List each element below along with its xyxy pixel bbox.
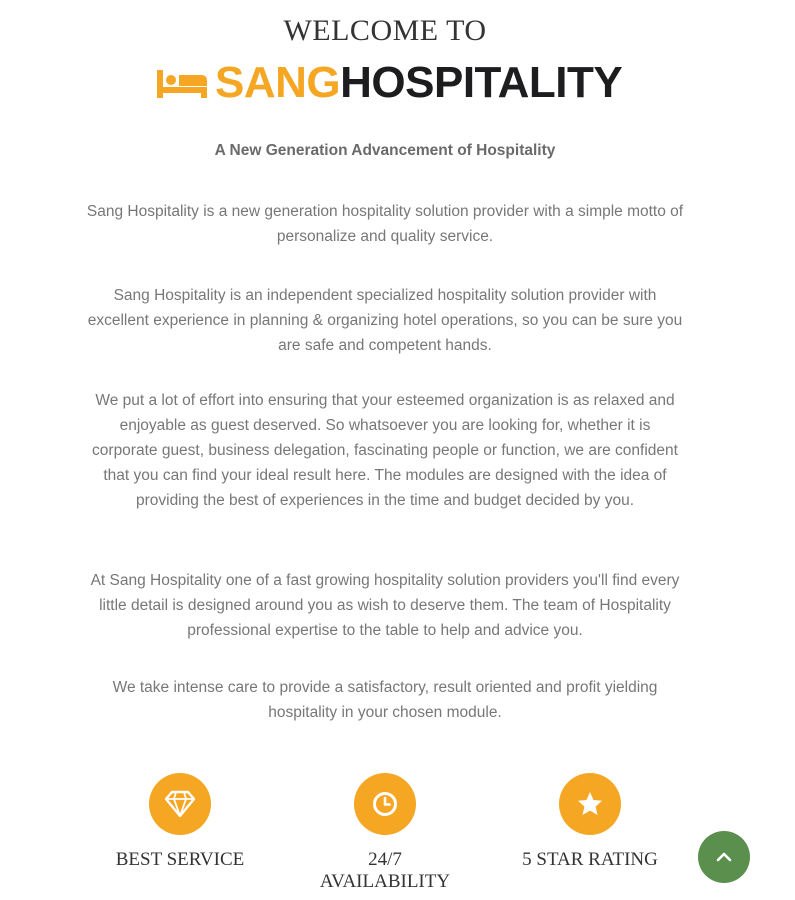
effort-paragraph: We put a lot of effort into ensuring that your esteemed organization is as relaxed and enjoyable as guest deserved. So whatsoever you are looking for, whether it is corporate guest, business delegation, fascinating people or function, we are confident that you can find your ideal result here. The modules are designed with the idea of providing the best of experiences in the time and budget decided by you. (92, 392, 678, 509)
logo-sang-text: SANG (215, 58, 341, 107)
intro-paragraph: Sang Hospitality is a new generation hospitality solution provider with a simple motto of personalize and quality service. (86, 203, 684, 245)
diamond-icon (164, 790, 196, 818)
feature-label: 5 STAR RATING (522, 849, 658, 870)
feature-icon-circle (149, 773, 211, 835)
logo-hospitality-text: HOSPITALITY (340, 58, 623, 107)
feature-label: 24/7 AVAILABILITY (319, 849, 451, 892)
feature-icon-circle (559, 773, 621, 835)
star-icon (576, 790, 604, 818)
clock-icon (372, 791, 398, 817)
scroll-to-top-button[interactable] (698, 831, 750, 883)
feature-best-service (80, 773, 280, 871)
tagline: A New Generation Advancement of Hospitality (214, 142, 556, 159)
chevron-up-icon (716, 852, 732, 862)
bed-icon (155, 66, 209, 100)
feature-label: BEST SERVICE (115, 849, 245, 870)
experience-paragraph: Sang Hospitality is an independent specialized hospitality solution provider with excellent experience in planning & organizing hotel operations, so you can be sure you are safe and competent hands. (87, 287, 683, 354)
welcome-heading: WELCOME TO (283, 14, 487, 47)
feature-icon-circle (354, 773, 416, 835)
feature-availability (285, 773, 485, 893)
detail-paragraph: At Sang Hospitality one of a fast growing hospitality solution providers you'll find every little detail is designed around you as wish to deserve them. The team of Hospitality professional expertise to the table to help and advice you. (90, 572, 680, 639)
logo[interactable] (155, 58, 622, 108)
feature-star-rating (490, 773, 690, 871)
care-paragraph: We take intense care to provide a satisfactory, result oriented and profit yielding hospitality in your chosen module. (112, 679, 658, 721)
